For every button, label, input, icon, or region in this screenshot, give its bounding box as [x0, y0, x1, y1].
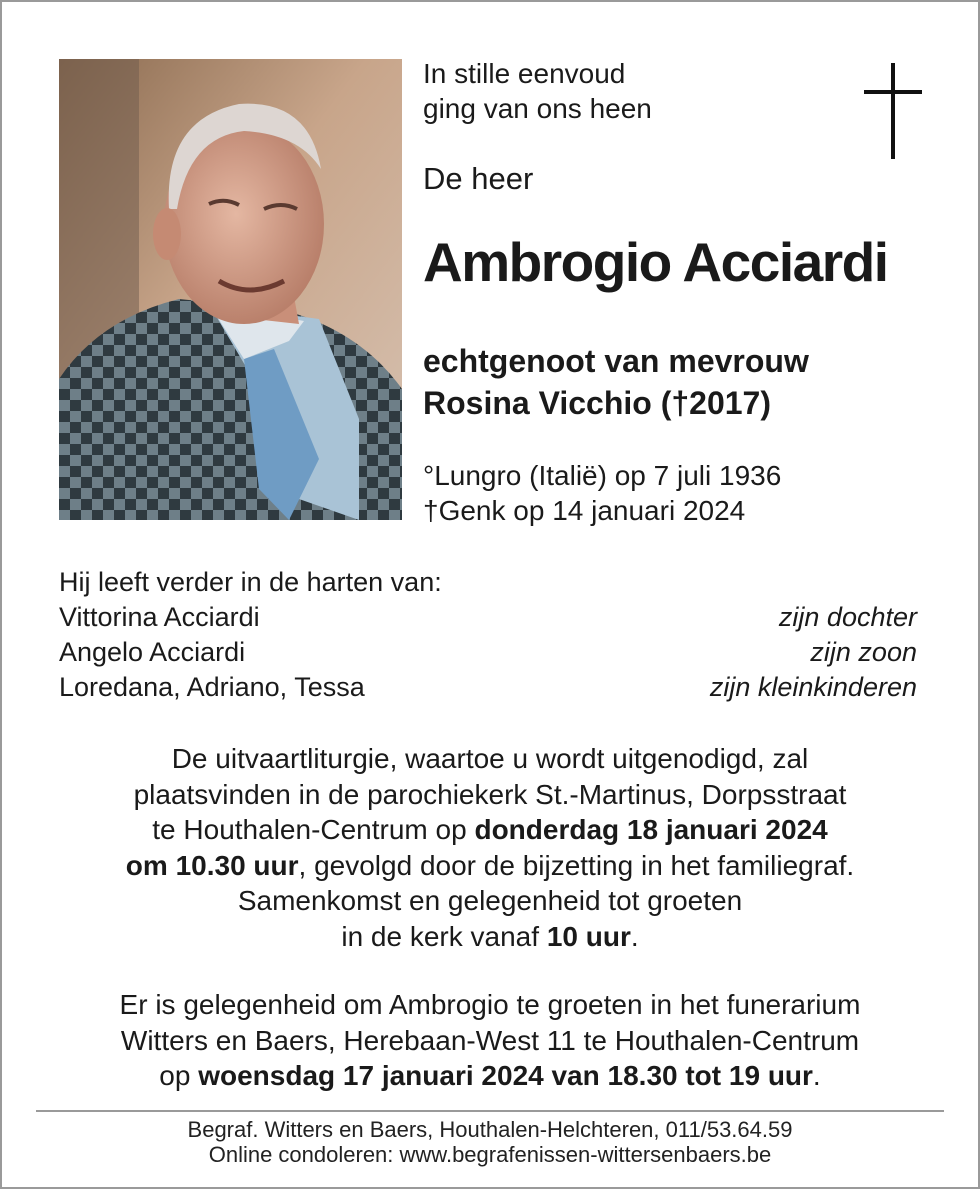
spouse-info — [423, 340, 809, 424]
survivor-relation: zijn zoon — [810, 637, 917, 667]
portrait-photo — [59, 59, 402, 520]
ceremony-line: Samenkomst en gelegenheid tot groeten — [237, 885, 743, 916]
ceremony-line: plaatsvinden in de parochiekerk St.-Martinus, Dorpsstraat — [133, 778, 847, 810]
condolence-link[interactable]: Online condoleren: www.begrafenissen-wittersenbaers.be — [208, 1142, 772, 1167]
survivors-heading: Hij leeft verder in de harten van: — [59, 567, 442, 597]
survivor-name: Loredana, Adriano, Tessa — [59, 672, 365, 702]
list-item — [59, 600, 917, 635]
list-item — [59, 635, 917, 670]
birth-date: °Lungro (Italië) op 7 juli 1936 — [423, 460, 782, 491]
intro-line-2: ging van ons heen — [423, 93, 652, 124]
intro-text — [423, 56, 652, 126]
visit-text: op — [159, 1060, 199, 1091]
ceremony-time: om 10.30 uur — [125, 849, 299, 881]
survivor-relation: zijn dochter — [778, 602, 917, 632]
ceremony-line — [40, 848, 940, 884]
ceremony-text: , gevolgd door de bijzetting in het familiegraf. — [298, 849, 855, 881]
survivors-list — [59, 565, 917, 705]
footer — [40, 1117, 940, 1167]
list-item — [59, 670, 917, 705]
visitation-paragraph — [40, 987, 940, 1094]
life-dates — [423, 458, 781, 528]
intro-line-1: In stille eenvoud — [423, 58, 626, 89]
survivor-relation: zijn kleinkinderen — [709, 672, 917, 702]
ceremony-paragraph — [40, 741, 940, 954]
death-date: †Genk op 14 januari 2024 — [423, 495, 746, 526]
ceremony-text: te Houthalen-Centrum op — [152, 814, 475, 845]
ceremony-date: donderdag 18 januari 2024 — [474, 814, 828, 845]
ceremony-line — [40, 919, 940, 955]
ceremony-line: De uitvaartliturgie, waartoe u wordt uitgenodigd, zal — [171, 743, 809, 774]
funeral-home-contact: Begraf. Witters en Baers, Houthalen-Helchteren, 011/53.64.59 — [187, 1117, 793, 1142]
survivor-name: Vittorina Acciardi — [59, 602, 260, 632]
ceremony-text: in de kerk vanaf — [341, 920, 547, 952]
visit-datetime: woensdag 17 januari 2024 van 18.30 tot 19 uur — [198, 1060, 813, 1091]
spouse-line-1: echtgenoot van mevrouw — [423, 343, 809, 379]
deceased-name: Ambrogio Acciardi — [423, 231, 888, 293]
ceremony-line — [40, 812, 940, 848]
footer-divider — [36, 1110, 944, 1112]
visit-line — [40, 1058, 940, 1094]
honorific: De heer — [423, 161, 534, 196]
cross-icon — [864, 63, 922, 159]
survivor-name: Angelo Acciardi — [59, 637, 246, 667]
visit-text: . — [812, 1060, 821, 1091]
gathering-time: 10 uur — [546, 920, 631, 952]
visit-line: Witters en Baers, Herebaan-West 11 te Houthalen-Centrum — [120, 1024, 860, 1056]
spouse-line-2: Rosina Vicchio (†2017) — [423, 385, 771, 421]
visit-line: Er is gelegenheid om Ambrogio te groeten in het funerarium — [119, 989, 861, 1020]
ceremony-text: . — [630, 920, 639, 952]
